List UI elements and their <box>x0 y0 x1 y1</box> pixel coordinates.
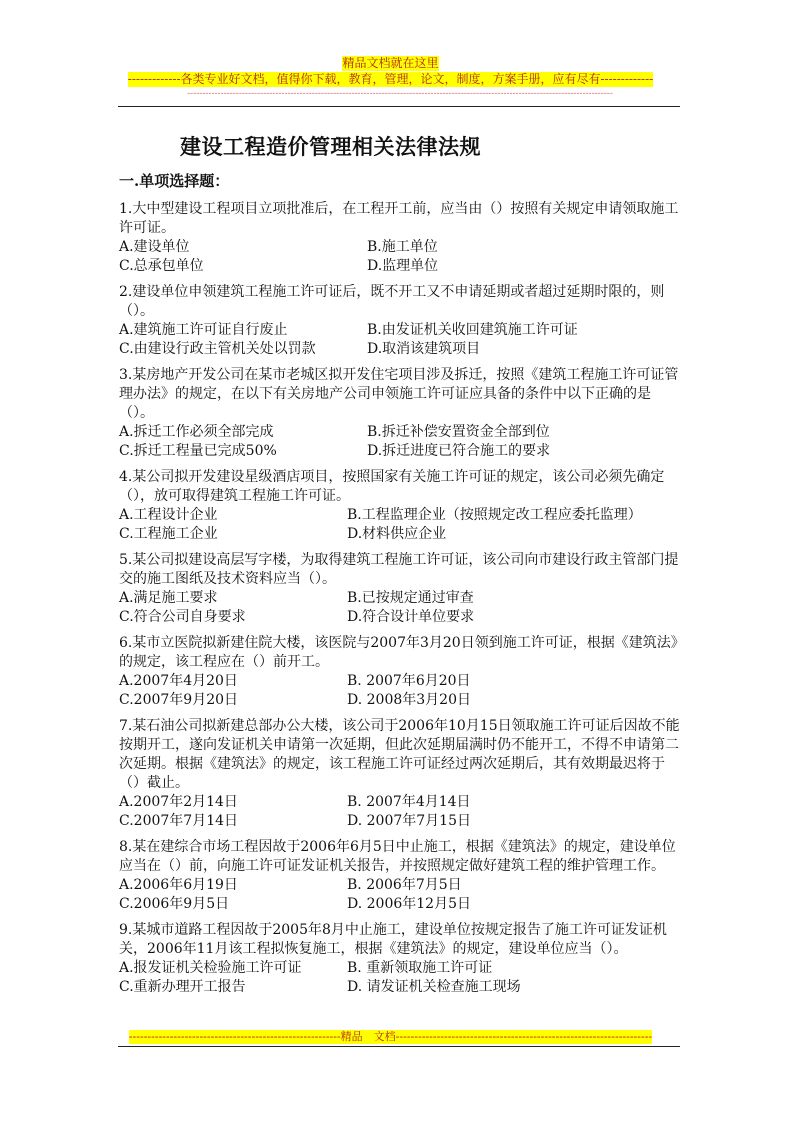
option-d: D. 2008年3月20日 <box>347 692 471 708</box>
question-stem: 6.某市立医院拟新建住院大楼，该医院与2007年3月20日领到施工许可证，根据《建筑法》的规定，该工程应在（）前开工。 <box>119 635 678 670</box>
option-d: D.监理单位 <box>367 258 439 274</box>
question-list <box>119 200 684 1004</box>
header-banner-text: -------------各类专业好文档，值得你下载，教育，管理，论文，制度，方案手册，应有尽有------------- <box>127 72 654 86</box>
option-b: B. 2007年6月20日 <box>347 673 471 689</box>
option-d: D. 2006年12月5日 <box>347 896 471 912</box>
question-3 <box>119 366 684 461</box>
option-c: C.工程施工企业 <box>119 526 218 542</box>
option-a: A.满足施工要求 <box>119 590 218 606</box>
section-heading: 一.单项选择题： <box>119 172 230 190</box>
option-c: C.重新办理开工报告 <box>119 979 246 995</box>
option-a: A.2007年2月14日 <box>119 794 238 810</box>
option-b: B. 重新领取施工许可证 <box>347 960 493 976</box>
option-c: C.由建设行政主管机关处以罚款 <box>119 341 316 357</box>
option-d: D.拆迁进度已符合施工的要求 <box>367 443 551 459</box>
document-title: 建设工程造价管理相关法律法规 <box>180 134 481 159</box>
option-d: D.材料供应企业 <box>347 526 447 542</box>
option-c: C.拆迁工程量已完成50% <box>119 443 277 459</box>
option-b: B.拆迁补偿安置资金全部到位 <box>367 424 550 440</box>
option-a: A.工程设计企业 <box>119 507 218 523</box>
option-b: B.已按规定通过审查 <box>347 590 474 606</box>
option-b: B.施工单位 <box>367 239 438 255</box>
question-stem: 1.大中型建设工程项目立项批准后，在工程开工前，应当由（）按照有关规定申请领取施工许可证。 <box>119 201 679 236</box>
question-stem: 9.某城市道路工程因故于2005年8月中止施工，建设单位按规定报告了施工许可证发证机关，2006年11月该工程拟恢复施工，根据《建筑法》的规定，建设单位应当（）。 <box>119 922 667 957</box>
question-stem: 2.建设单位申领建筑工程施工许可证后，既不开工又不申请延期或者超过延期时限的，则（）。 <box>119 284 665 319</box>
question-stem: 3.某房地产开发公司在某市老城区拟开发住宅项目涉及拆迁，按照《建筑工程施工许可证管理办法》的规定，在以下有关房地产公司申领施工许可证应具备的条件中以下正确的是（）。 <box>119 367 679 421</box>
option-c: C.符合公司自身要求 <box>119 609 246 625</box>
header-tagline <box>118 56 663 71</box>
option-c: C.2006年9月5日 <box>119 896 230 912</box>
option-d: D. 请发证机关检查施工现场 <box>347 979 521 995</box>
option-b: B.工程监理企业（按照规定改工程应委托监理） <box>347 507 642 523</box>
option-b: B. 2006年7月5日 <box>347 877 462 893</box>
question-8 <box>119 838 684 914</box>
footer-rule <box>118 1046 680 1047</box>
footer-banner-text: ---------------------------------------------------------精品 文档--------------------------------------------------------------------- <box>128 1030 653 1043</box>
option-d: D.取消该建筑项目 <box>367 341 481 357</box>
option-a: A.拆迁工作必须全部完成 <box>119 424 274 440</box>
header-tagline-text: 精品文档就在这里 <box>342 56 439 70</box>
question-1 <box>119 200 684 276</box>
option-a: A.2007年4月20日 <box>119 673 238 689</box>
option-d: D. 2007年7月15日 <box>347 813 471 829</box>
option-b: B. 2007年4月14日 <box>347 794 471 810</box>
question-5 <box>119 551 684 627</box>
option-c: C.2007年7月14日 <box>119 813 239 829</box>
header-dashed-line: -------------------------------------------------------------------------------------------------------------------------------------------- <box>187 89 613 99</box>
question-stem: 8.某在建综合市场工程因故于2006年6月5日中止施工，根据《建筑法》的规定，建设单位应当在（）前，向施工许可证发证机关报告，并按照规定做好建筑工程的维护管理工作。 <box>119 839 676 874</box>
question-6 <box>119 634 684 710</box>
question-stem: 5.某公司拟建设高层写字楼，为取得建筑工程施工许可证，该公司向市建设行政主管部门提交的施工图纸及技术资料应当（）。 <box>119 552 679 587</box>
question-2 <box>119 283 684 359</box>
header-banner <box>118 72 663 87</box>
header-rule <box>118 106 680 107</box>
footer-banner <box>118 1030 663 1044</box>
option-a: A.报发证机关检验施工许可证 <box>119 960 302 976</box>
question-stem: 7.某石油公司拟新建总部办公大楼，该公司于2006年10月15日领取施工许可证后因故不能按期开工，遂向发证机关申请第一次延期，但此次延期届满时仍不能开工，不得不申请第二次延期。根据《建筑法》的规定，该工程施工许可证经过两次延期后，其有效期最迟将于（）截止。 <box>119 718 680 791</box>
option-c: C.2007年9月20日 <box>119 692 239 708</box>
option-a: A.2006年6月19日 <box>119 877 238 893</box>
option-a: A.建筑施工许可证自行废止 <box>119 322 288 338</box>
question-stem: 4.某公司拟开发建设星级酒店项目，按照国家有关施工许可证的规定，该公司必须先确定（），放可取得建筑工程施工许可证。 <box>119 469 665 504</box>
option-b: B.由发证机关收回建筑施工许可证 <box>367 322 578 338</box>
option-c: C.总承包单位 <box>119 258 204 274</box>
option-d: D.符合设计单位要求 <box>347 609 475 625</box>
option-a: A.建设单位 <box>119 239 190 255</box>
question-9 <box>119 921 684 997</box>
question-4 <box>119 468 684 544</box>
question-7 <box>119 717 684 831</box>
